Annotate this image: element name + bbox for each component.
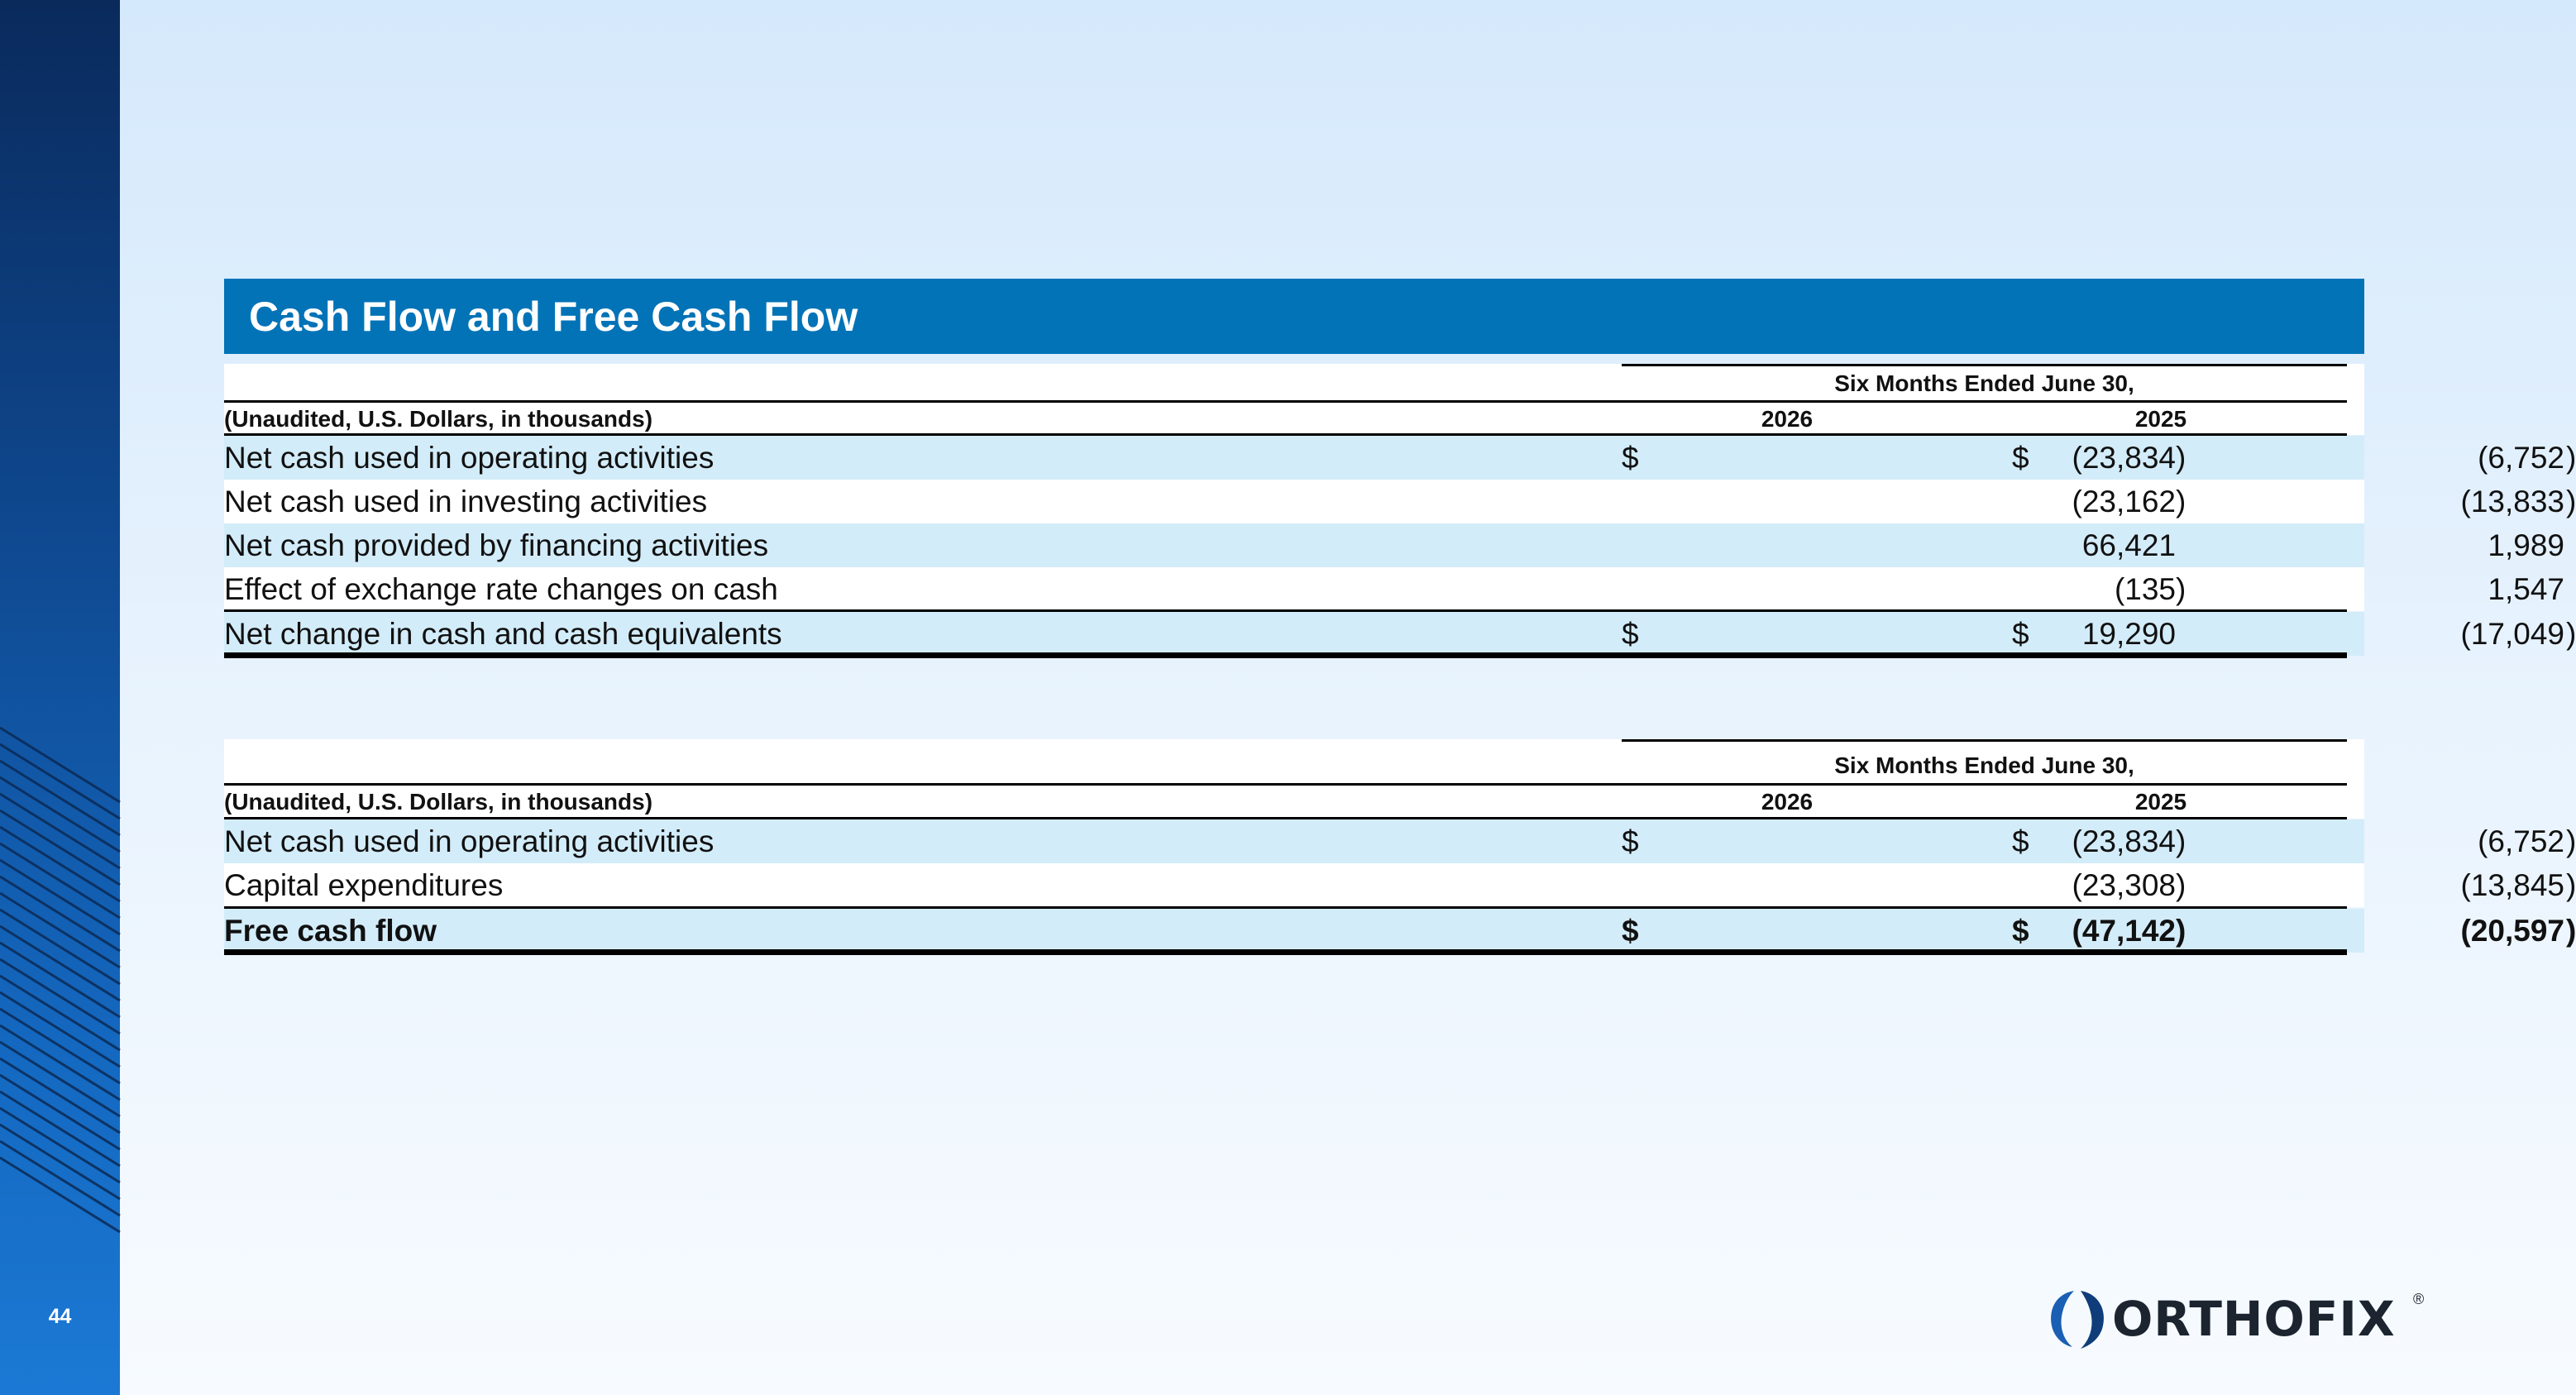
table-row	[224, 480, 2576, 523]
row-label: Free cash flow	[224, 914, 437, 948]
value-2026: 66,421	[2081, 528, 2176, 562]
units-label: (Unaudited, U.S. Dollars, in thousands)	[224, 789, 653, 815]
registered-mark: ®	[2413, 1291, 2425, 1307]
dollar-sign: $	[1622, 914, 1639, 948]
units-label: (Unaudited, U.S. Dollars, in thousands)	[224, 406, 653, 432]
column-header-2026: 2026	[1761, 406, 1814, 432]
row-label: Net cash used in operating activities	[224, 441, 714, 475]
value-2025: (13,845	[2460, 868, 2564, 902]
column-header-2025: 2025	[2134, 406, 2187, 432]
value-2026: (135	[2114, 572, 2176, 606]
orthofix-logo	[2043, 1286, 2431, 1352]
close-paren: )	[2176, 441, 2186, 475]
orthofix-logo-mark-icon	[2043, 1286, 2109, 1352]
close-paren: )	[2176, 572, 2186, 606]
close-paren: )	[2566, 485, 2576, 518]
value-2026: (47,142	[2072, 914, 2176, 948]
row-label: Net cash used in operating activities	[224, 824, 714, 858]
value-2025: (6,752	[2478, 824, 2564, 858]
dollar-sign: $	[2012, 441, 2029, 475]
orthofix-logo-text: ORTHOFIX	[2112, 1291, 2396, 1347]
value-2026: 19,290	[2081, 617, 2176, 651]
close-paren: )	[2176, 485, 2186, 518]
table-row	[224, 819, 2576, 863]
header-top-rule	[1622, 364, 2347, 366]
dollar-sign: $	[2012, 914, 2029, 948]
header-mid-rule	[224, 400, 2347, 403]
row-label: Net change in cash and cash equivalents	[224, 617, 782, 651]
row-label: Effect of exchange rate changes on cash	[224, 572, 778, 606]
value-2025: (20,597	[2460, 914, 2564, 948]
dollar-sign: $	[2012, 617, 2029, 651]
value-2026: (23,162	[2072, 485, 2176, 518]
page-number: 44	[48, 1305, 72, 1328]
close-paren: )	[2176, 914, 2186, 948]
value-2025: (17,049	[2460, 617, 2564, 651]
value-2025: 1,547	[2488, 572, 2564, 606]
table-row	[224, 863, 2576, 907]
free-cash-flow-table	[224, 739, 2576, 963]
value-2025: (6,752	[2478, 441, 2564, 475]
dollar-sign: $	[1622, 824, 1639, 858]
page-title: Cash Flow and Free Cash Flow	[249, 293, 858, 340]
value-2025: (13,833	[2460, 485, 2564, 518]
row-label: Net cash used in investing activities	[224, 485, 708, 518]
close-paren: )	[2566, 617, 2576, 651]
header-top-rule	[1622, 739, 2347, 742]
dollar-sign: $	[1622, 441, 1639, 475]
table-row	[224, 612, 2576, 656]
close-paren: )	[2566, 441, 2576, 475]
value-2026: (23,308	[2072, 868, 2176, 902]
cash-flow-table	[224, 364, 2576, 662]
header-mid-rule	[224, 783, 2347, 786]
value-2026: (23,834	[2072, 824, 2176, 858]
close-paren: )	[2566, 824, 2576, 858]
table-row	[224, 523, 2564, 567]
dollar-sign: $	[1622, 617, 1639, 651]
value-2025: 1,989	[2488, 528, 2564, 562]
table-row	[224, 436, 2576, 480]
column-header-2026: 2026	[1761, 789, 1814, 815]
period-header: Six Months Ended June 30,	[1834, 752, 2134, 778]
close-paren: )	[2566, 868, 2576, 902]
stripe-pattern-icon	[0, 0, 120, 1395]
title-bar	[224, 279, 2364, 354]
dollar-sign: $	[2012, 824, 2029, 858]
column-header-2025: 2025	[2134, 789, 2187, 815]
row-label: Capital expenditures	[224, 868, 504, 902]
period-header: Six Months Ended June 30,	[1834, 370, 2134, 396]
close-paren: )	[2176, 868, 2186, 902]
row-label: Net cash provided by financing activities	[224, 528, 769, 562]
value-2026: (23,834	[2072, 441, 2176, 475]
total-double-rule	[224, 949, 2347, 955]
table-row	[224, 567, 2564, 611]
total-double-rule	[224, 652, 2347, 658]
table-row	[224, 909, 2576, 953]
close-paren: )	[2566, 914, 2576, 948]
close-paren: )	[2176, 824, 2186, 858]
sidebar-band	[0, 0, 120, 1395]
